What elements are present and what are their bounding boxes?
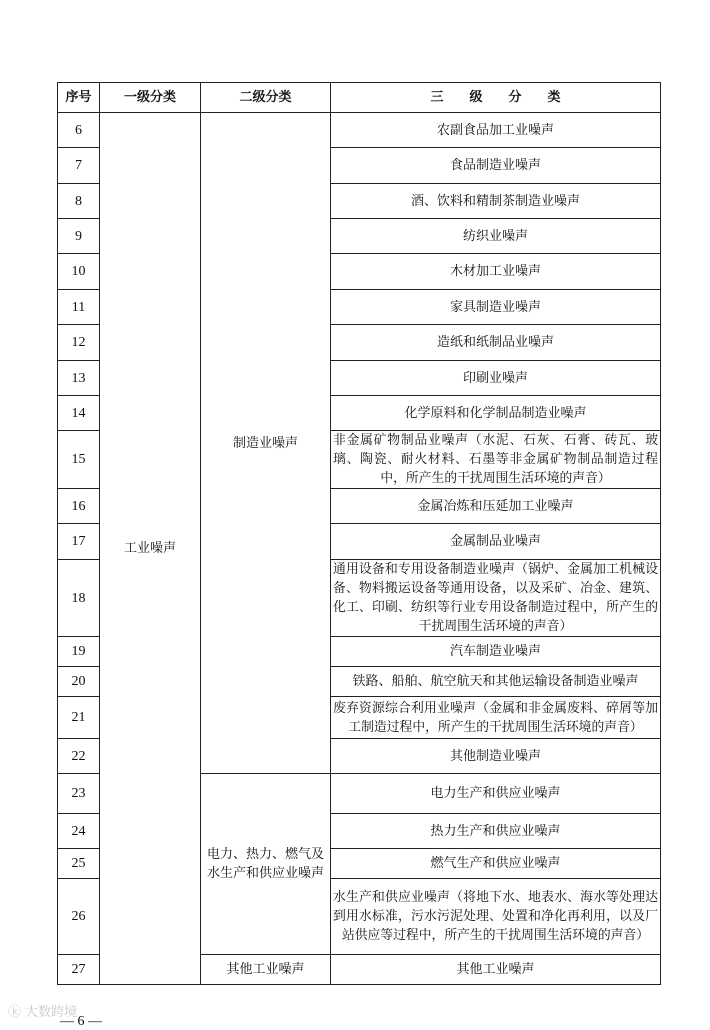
level3-category: 食品制造业噪声 [331,148,661,184]
serial-number: 8 [58,184,100,219]
serial-number: 21 [58,697,100,739]
level3-category: 铁路、船舶、航空航天和其他运输设备制造业噪声 [331,667,661,697]
level3-category: 其他工业噪声 [331,955,661,985]
serial-number: 10 [58,254,100,290]
level3-category: 纺织业噪声 [331,219,661,254]
level2-category: 其他工业噪声 [201,955,331,985]
level3-category: 农副食品加工业噪声 [331,113,661,148]
serial-number: 11 [58,290,100,325]
level3-category: 热力生产和供应业噪声 [331,814,661,849]
serial-number: 24 [58,814,100,849]
level3-category: 造纸和纸制品业噪声 [331,325,661,361]
header-serial: 序号 [58,83,100,113]
level3-category: 水生产和供应业噪声（将地下水、地表水、海水等处理达到用水标准，污水污泥处理、处置和净化再利用，以及厂站供应等过程中，所产生的干扰周围生活环境的声音） [331,879,661,955]
serial-number: 20 [58,667,100,697]
serial-number: 23 [58,774,100,814]
level3-category: 金属制品业噪声 [331,524,661,560]
level2-category: 制造业噪声 [201,113,331,774]
serial-number: 26 [58,879,100,955]
table-row [58,113,661,148]
page-number: — 6 — [60,1014,102,1029]
level3-category: 电力生产和供应业噪声 [331,774,661,814]
serial-number: 25 [58,849,100,879]
level3-category: 其他制造业噪声 [331,739,661,774]
serial-number: 16 [58,489,100,524]
serial-number: 22 [58,739,100,774]
serial-number: 9 [58,219,100,254]
serial-number: 6 [58,113,100,148]
level2-category: 电力、热力、燃气及水生产和供应业噪声 [201,774,331,955]
serial-number: 12 [58,325,100,361]
level3-category: 化学原料和化学制品制造业噪声 [331,396,661,431]
level3-category: 印刷业噪声 [331,361,661,396]
level3-category: 通用设备和专用设备制造业噪声（锅炉、金属加工机械设备、物料搬运设备等通用设备，以及采矿、冶金、建筑、化工、印刷、纺织等行业专用设备制造过程中，所产生的干扰周围生活环境的声音） [331,560,661,637]
serial-number: 17 [58,524,100,560]
level1-category: 工业噪声 [100,113,201,985]
header-level3: 三 级 分 类 [331,83,661,113]
level3-category: 金属冶炼和压延加工业噪声 [331,489,661,524]
watermark-text: 大数跨境 [25,1005,78,1020]
noise-classification-table [57,82,661,985]
serial-number: 14 [58,396,100,431]
table-header-row [58,83,661,113]
serial-number: 27 [58,955,100,985]
watermark-logo: ⓚ 大数跨境 [8,1005,78,1020]
level3-category: 燃气生产和供应业噪声 [331,849,661,879]
level3-category: 废弃资源综合利用业噪声（金属和非金属废料、碎屑等加工制造过程中，所产生的干扰周围生活环境的声音） [331,697,661,739]
level3-category: 家具制造业噪声 [331,290,661,325]
serial-number: 15 [58,431,100,489]
serial-number: 13 [58,361,100,396]
level3-category: 酒、饮料和精制茶制造业噪声 [331,184,661,219]
level3-category: 非金属矿物制品业噪声（水泥、石灰、石膏、砖瓦、玻璃、陶瓷、耐火材料、石墨等非金属矿物制品制造过程中，所产生的干扰周围生活环境的声音） [331,431,661,489]
level3-category: 汽车制造业噪声 [331,637,661,667]
serial-number: 18 [58,560,100,637]
header-level2: 二级分类 [201,83,331,113]
level3-category: 木材加工业噪声 [331,254,661,290]
serial-number: 19 [58,637,100,667]
serial-number: 7 [58,148,100,184]
header-level1: 一级分类 [100,83,201,113]
